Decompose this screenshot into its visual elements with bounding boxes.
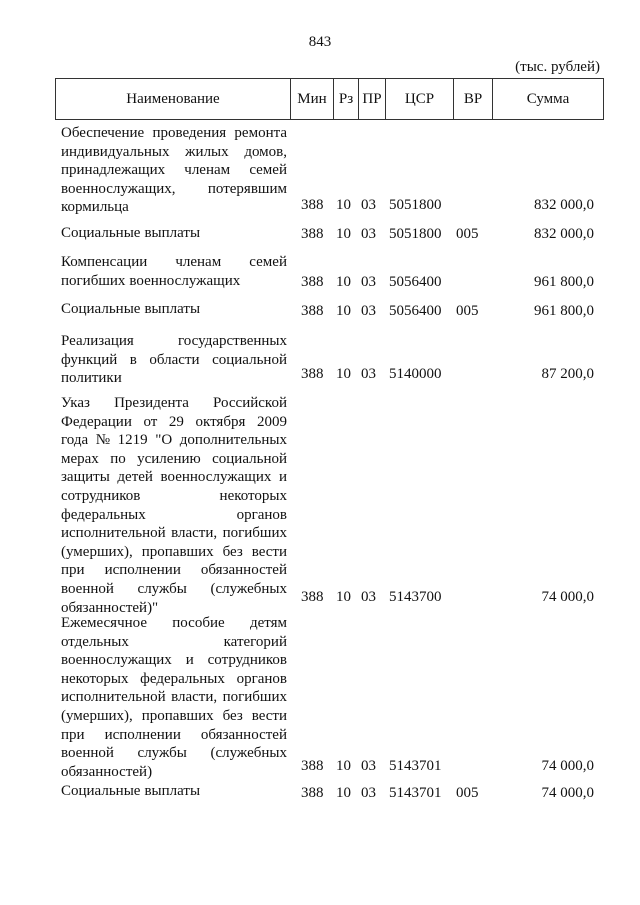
cell-csr: 5051800 [389, 197, 442, 213]
row-name [61, 253, 287, 290]
row-name [61, 300, 287, 319]
name-line: Указ Президента Российской [61, 395, 287, 411]
name-line: федеральных органов [61, 506, 287, 523]
name-line: военной службы (служебных [61, 580, 287, 597]
cell-sum: 961 800,0 [534, 274, 594, 290]
cell-min: 388 [301, 197, 324, 213]
cell-sum: 74 000,0 [541, 589, 594, 605]
name-line: (умерших), пропавших без вести [61, 707, 287, 724]
cell-min: 388 [301, 758, 324, 774]
cell-pr: 03 [361, 197, 376, 213]
name-line: военной службы (служебных [61, 745, 287, 762]
name-line: индивидуальных жилых домов, [61, 143, 287, 160]
name-line: кормильца [61, 199, 129, 216]
row-name [61, 614, 287, 781]
name-line: мерах по усилению социальной [61, 450, 287, 467]
cell-sum: 87 200,0 [541, 366, 594, 382]
name-line: Социальные выплаты [61, 225, 201, 241]
cell-sum: 961 800,0 [534, 303, 594, 319]
name-line: некоторых федеральных органов [61, 670, 287, 687]
name-line: Ежемесячное пособие детям [61, 615, 287, 631]
cell-rz: 10 [336, 226, 351, 242]
name-line: военнослужащих, потерявшим [61, 180, 287, 197]
cell-min: 388 [301, 274, 324, 290]
cell-csr: 5051800 [389, 226, 442, 242]
row-name [61, 782, 287, 801]
cell-pr: 03 [361, 758, 376, 774]
cell-csr: 5143701 [389, 785, 442, 801]
cell-vr: 005 [456, 303, 479, 319]
name-line: исполнительной власти, погибших [61, 525, 287, 542]
name-line: обязанностей)" [61, 599, 159, 616]
cell-sum: 74 000,0 [541, 758, 594, 774]
name-line: при исполнении обязанностей [61, 562, 287, 579]
page-number: 843 [308, 34, 332, 50]
name-line: Реализация государственных [61, 333, 287, 349]
row-name [61, 394, 287, 617]
cell-min: 388 [301, 366, 324, 382]
name-line: отдельных категорий [61, 633, 287, 650]
cell-rz: 10 [336, 303, 351, 319]
name-line: исполнительной власти, погибших [61, 689, 287, 706]
cell-rz: 10 [336, 758, 351, 774]
name-line: защиты детей военнослужащих и [61, 469, 287, 486]
cell-sum: 832 000,0 [534, 226, 594, 242]
row-name [61, 124, 287, 217]
row-name [61, 224, 287, 243]
cell-rz: 10 [336, 589, 351, 605]
header-csr: ЦСР [386, 79, 454, 120]
name-line: года № 1219 "О дополнительных [61, 432, 287, 449]
name-line: при исполнении обязанностей [61, 726, 287, 743]
name-line: политики [61, 370, 122, 387]
name-line: принадлежащих членам семей [61, 162, 287, 179]
cell-min: 388 [301, 303, 324, 319]
name-line: функций в области социальной [61, 351, 287, 368]
cell-rz: 10 [336, 274, 351, 290]
cell-min: 388 [301, 226, 324, 242]
name-line: Социальные выплаты [61, 301, 201, 317]
cell-pr: 03 [361, 226, 376, 242]
cell-csr: 5140000 [389, 366, 442, 382]
name-line: Обеспечение проведения ремонта [61, 125, 287, 141]
header-pr: ПР [359, 79, 386, 120]
cell-vr: 005 [456, 226, 479, 242]
header-min: Мин [291, 79, 334, 120]
cell-csr: 5143701 [389, 758, 442, 774]
cell-pr: 03 [361, 303, 376, 319]
header-name: Наименование [56, 79, 291, 120]
cell-rz: 10 [336, 197, 351, 213]
cell-pr: 03 [361, 274, 376, 290]
cell-rz: 10 [336, 785, 351, 801]
cell-pr: 03 [361, 366, 376, 382]
cell-sum: 74 000,0 [541, 785, 594, 801]
cell-pr: 03 [361, 785, 376, 801]
name-line: сотрудников некоторых [61, 487, 287, 504]
name-line: Компенсации членам семей [61, 254, 287, 270]
units-label: (тыс. рублей) [515, 59, 600, 75]
name-line: Федерации от 29 октября 2009 [61, 413, 287, 430]
header-vr: ВР [454, 79, 493, 120]
name-line: военнослужащих и сотрудников [61, 652, 287, 669]
cell-csr: 5056400 [389, 274, 442, 290]
cell-min: 388 [301, 785, 324, 801]
name-line: (умерших), пропавших без вести [61, 543, 287, 560]
cell-csr: 5056400 [389, 303, 442, 319]
cell-min: 388 [301, 589, 324, 605]
name-line: погибших военнослужащих [61, 272, 241, 289]
name-line: обязанностей) [61, 763, 153, 780]
cell-vr: 005 [456, 785, 479, 801]
name-line: Социальные выплаты [61, 783, 201, 799]
table-header [55, 78, 604, 120]
header-rz: Рз [334, 79, 359, 120]
cell-csr: 5143700 [389, 589, 442, 605]
cell-pr: 03 [361, 589, 376, 605]
cell-sum: 832 000,0 [534, 197, 594, 213]
row-name [61, 332, 287, 388]
header-sum: Сумма [493, 79, 604, 120]
cell-rz: 10 [336, 366, 351, 382]
